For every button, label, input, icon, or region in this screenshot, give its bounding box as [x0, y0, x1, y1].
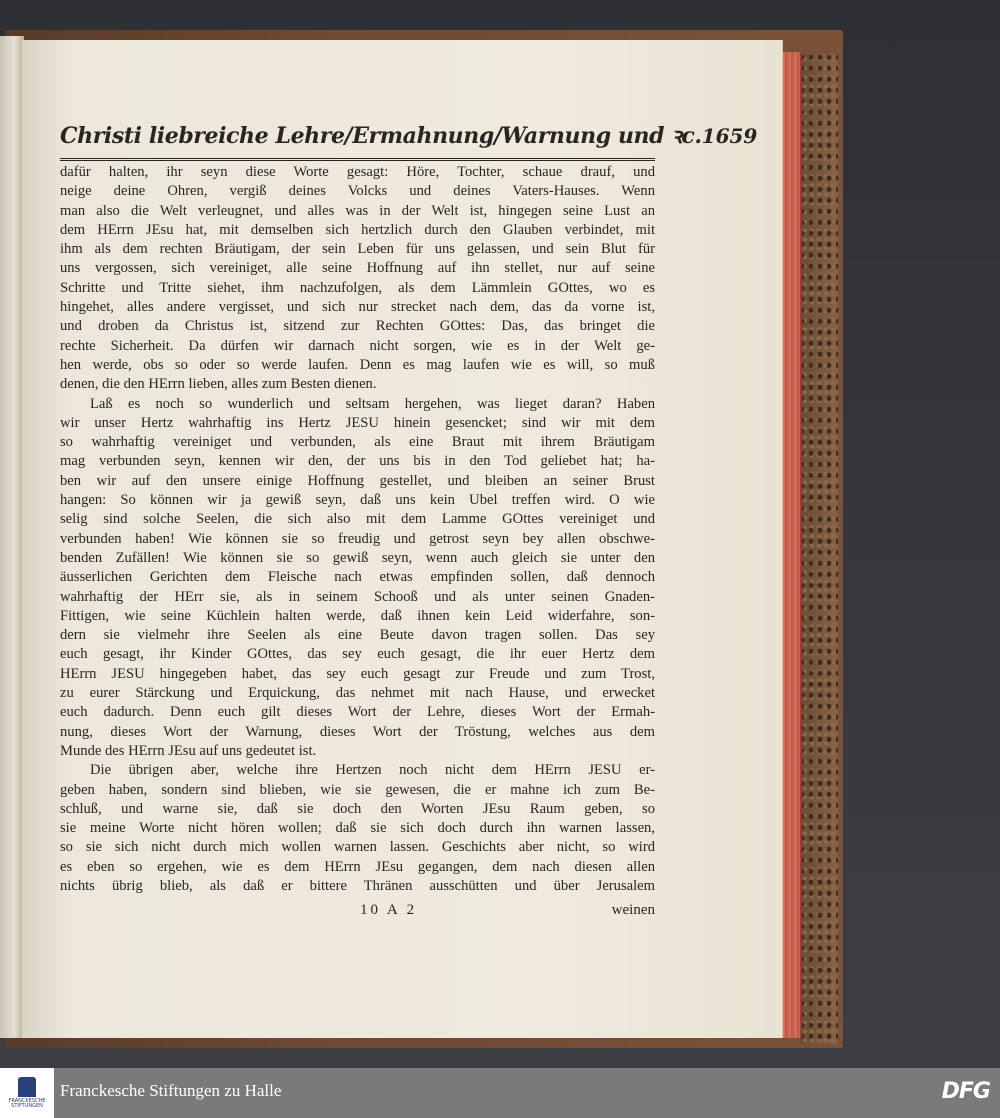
text-line: ben wir auf den unsere einige Hoffnung gestellet, und bleiben an seiner Brust — [60, 472, 655, 489]
text-line: euch gesagt, ihr Kinder GOttes, das sey euch gesagt, die ihr euer Hertz dem — [60, 646, 655, 663]
text-line: nung, dieses Wort der Warnung, dieses Wort der Tröstung, welches aus dem — [60, 723, 655, 740]
text-line: HErrn JESU hingegeben habet, das sey euch gesagt zur Freude und zum Trost, — [60, 665, 655, 682]
signature-mark: 10 A 2 — [360, 902, 418, 919]
text-line: hingehet, alles andere vergisset, und sich nur strecket nach dem, das da vorne ist, — [60, 299, 655, 316]
left-page-edge — [0, 36, 24, 1038]
text-line: schluß, und warne sie, daß sie doch den Worten JEsu Raum geben, so — [60, 800, 655, 817]
text-line: dern sie vielmehr ihre Seelen als eine Beute davon tragen sollen. Das sey — [60, 627, 655, 644]
catchword: weinen — [611, 902, 655, 919]
text-line: dafür halten, ihr seyn diese Worte gesagt: Höre, Tochter, schaue drauf, und — [60, 164, 655, 180]
text-line: zu eurer Stärckung und Erquickung, das nehmet mit nach Hause, und erwecket — [60, 685, 655, 702]
logo-text: FRANCKESCHE STIFTUNGEN — [8, 1098, 46, 1109]
text-line: euch dadurch. Denn euch gilt dieses Wort der Lehre, dieses Wort der Ermah- — [60, 704, 655, 721]
institution-name: Franckesche Stiftungen zu Halle — [60, 1081, 282, 1100]
text-block — [60, 120, 758, 960]
text-line: dem HErrn JEsu hat, mit demselben sich hertzlich durch den Glauben verbindet, mit — [60, 221, 655, 238]
text-line: wahrhaftig der HErr sie, als in seinem Schooß und als unter seinen Gnaden- — [60, 588, 655, 605]
text-line: man also die Welt verleugnet, und alles was in der Welt ist, hingegen seine Lust an — [60, 202, 655, 219]
text-line: es eben so ergehen, wie es dem HErrn JEsu gegangen, dem nach diesen allen — [60, 858, 655, 875]
text-line: Die übrigen aber, welche ihre Hertzen noch nicht dem HErrn JESU er- — [90, 762, 655, 779]
text-line: äusserlichen Gerichten dem Fleische nach etwas empfinden sollen, daß dennoch — [60, 569, 655, 586]
text-line: Schritte und Tritte siehet, ihm nachzufolgen, als dem Lämmlein GOttes, wo es — [60, 279, 655, 296]
text-line: benden Zufällen! Wie können sie so gewiß seyn, wenn auch gleich sie unter den — [60, 549, 655, 566]
text-line: und droben da Christus ist, sitzend zur Rechten GOttes: Das, das bringet die — [60, 318, 655, 335]
text-line: so sie sich nicht durch mich wollen warnen lassen. Geschichts aber nicht, so wird — [60, 839, 655, 856]
running-title: Christi liebreiche Lehre/Ermahnung/Warnung und ꝛc. — [60, 123, 702, 149]
text-line: Munde des HErrn JEsu auf uns gedeutet ist. — [60, 742, 317, 759]
body-text — [60, 163, 655, 896]
text-line: denen, die den HErrn lieben, alles zum Besten dienen. — [60, 376, 377, 393]
text-line: hangen: So können wir ja gewiß seyn, daß uns kein Ubel treffen wird. O wie — [60, 492, 655, 509]
page-footer — [60, 902, 655, 919]
text-line: Laß es noch so wunderlich und seltsam hergehen, was lieget daran? Haben — [90, 395, 655, 412]
text-line: rechte Sicherheit. Da dürfen wir darnach nicht sorgen, wie es in der Welt ge- — [60, 337, 655, 354]
page-number: 1659 — [701, 124, 758, 148]
running-head — [60, 120, 758, 161]
text-line: selig sind solche Seelen, die sich also mit dem Lamme GOttes vereiniget und — [60, 511, 655, 528]
text-line: nichts übrig blieb, als daß er bittere Thränen ausschütten und über Jerusalem — [60, 877, 655, 894]
text-line: verbunden haben! Wie können sie so freudig und getrost seyn bey allen obschwe- — [60, 530, 655, 547]
building-icon — [18, 1077, 36, 1097]
text-line: neige deine Ohren, vergiß deines Volcks und deines Vaters-Hauses. Wenn — [60, 183, 655, 200]
text-line: wir unser Hertz wahrhaftig ins Hertz JESU hinein gesencket; sind wir mit dem — [60, 414, 655, 431]
text-line: geben haben, sondern sind blieben, wie sie gewesen, die er mahne ich zum Be- — [60, 781, 655, 798]
franckesche-logo[interactable] — [0, 1068, 54, 1118]
footer-bar — [0, 1068, 1000, 1118]
text-line: sie meine Worte nicht hören wollen; daß sie sich doch durch ihn warnen lassen, — [60, 820, 655, 837]
text-line: hen werde, obs so oder so werde laufen. Denn es mag laufen wie es will, so muß — [60, 356, 655, 373]
dfg-logo[interactable]: DFG — [941, 1079, 990, 1104]
book-fore-edge — [800, 54, 838, 1044]
text-line: so wahrhaftig vereiniget und verbunden, als eine Braut mit ihrem Bräutigam — [60, 434, 655, 451]
text-line: Fittigen, wie seine Küchlein halten werde, daß ihnen kein Leid widerfahre, son- — [60, 607, 655, 624]
text-line: ihm als dem rechten Bräutigam, der sein Leben für uns gelassen, und sein Blut für — [60, 241, 655, 258]
text-line: mag verbunden seyn, kennen wir den, der uns bis in den Tod geliebet hat; ha- — [60, 453, 655, 470]
text-line: uns vergossen, sich vereiniget, alle seine Hoffnung auf ihn stellet, nur auf seine — [60, 260, 655, 277]
